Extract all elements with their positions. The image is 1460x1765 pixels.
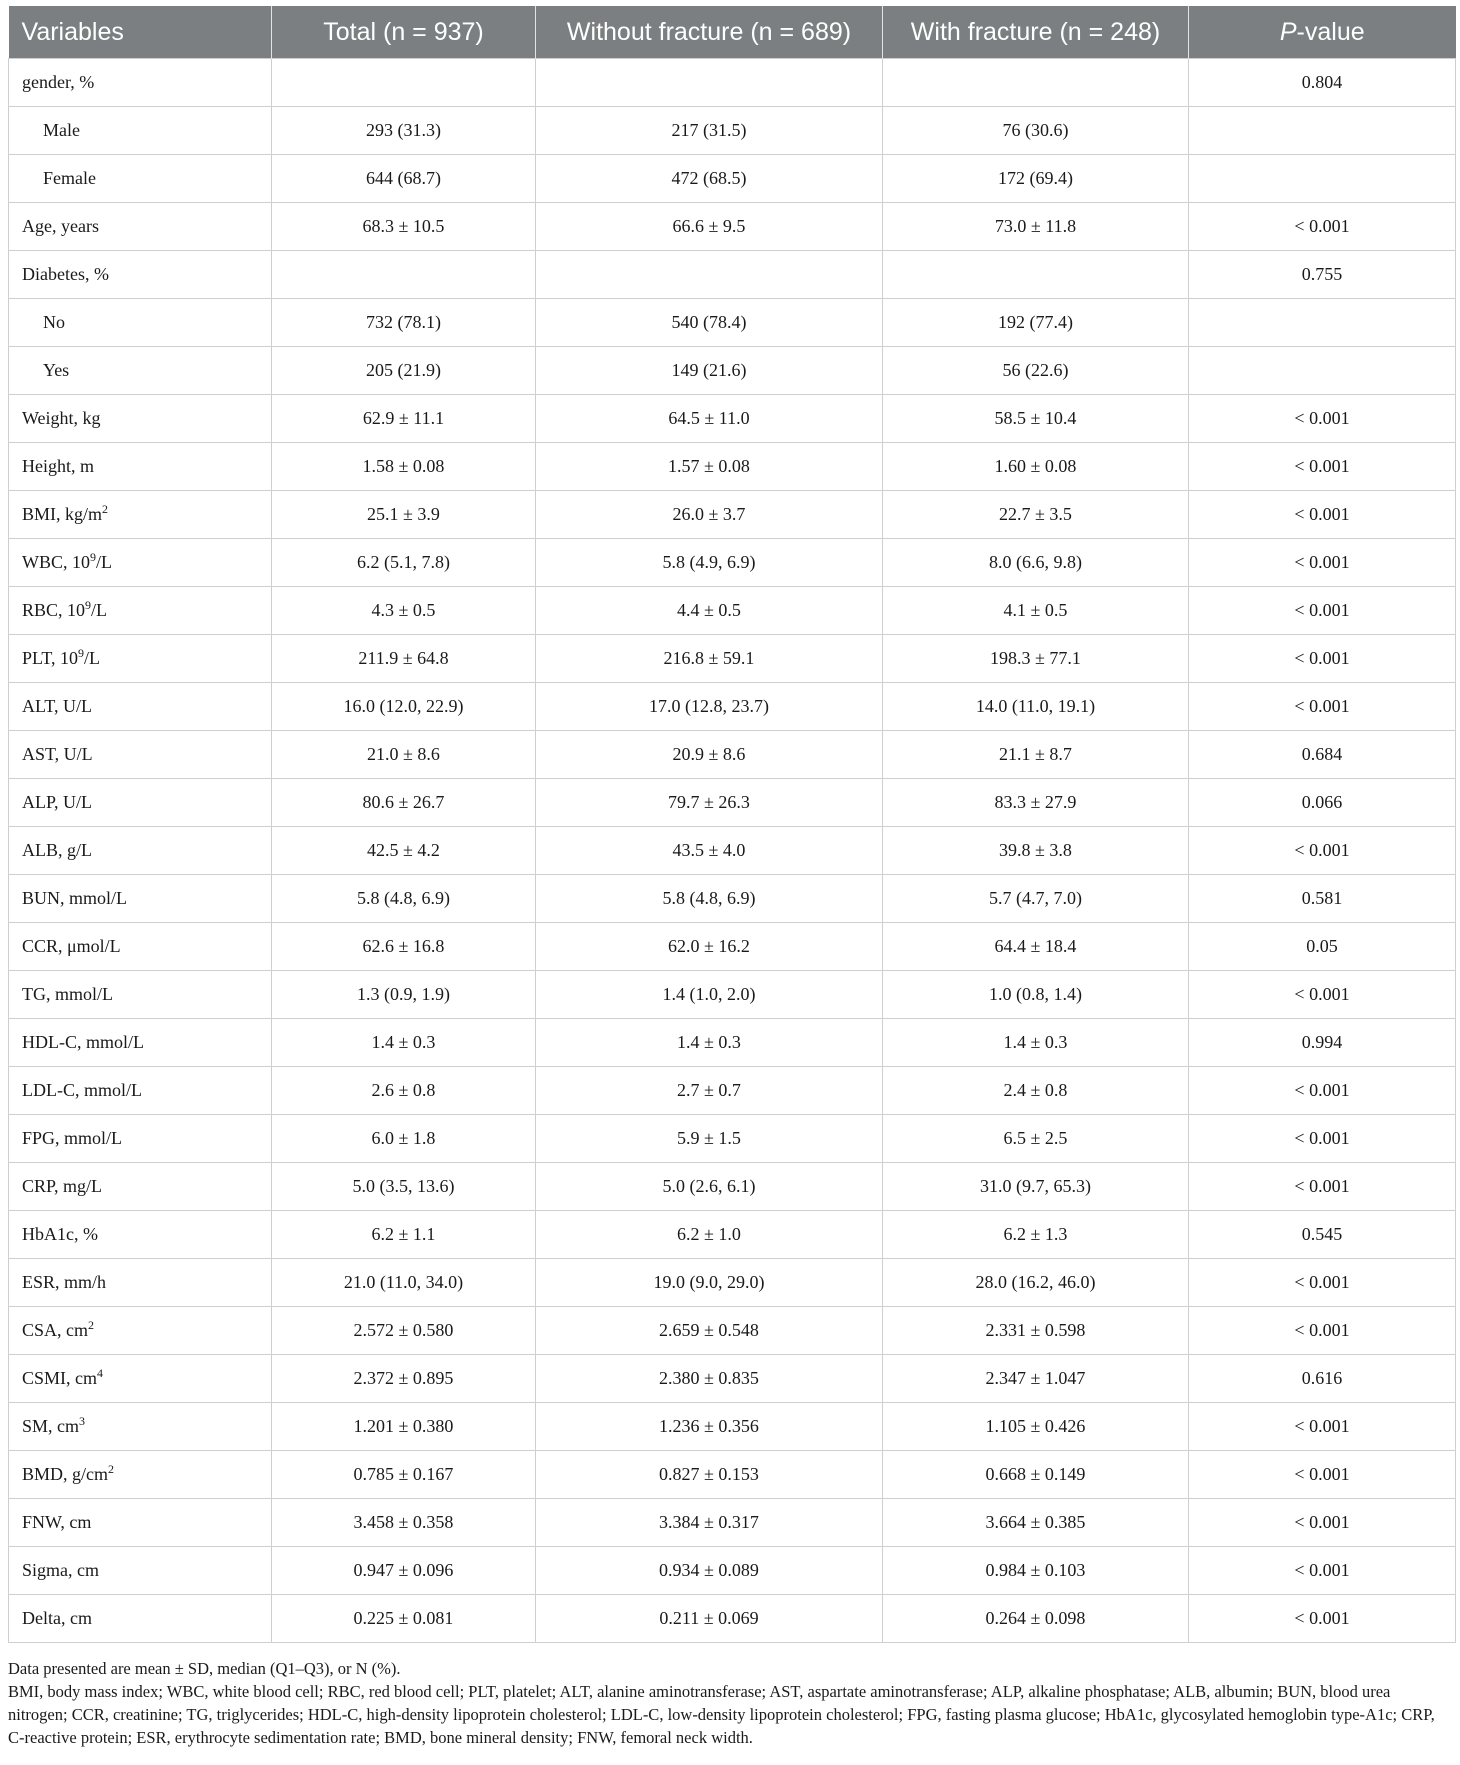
table-row bbox=[9, 1451, 1456, 1499]
cell-with-fracture: 2.347 ± 1.047 bbox=[883, 1355, 1189, 1403]
cell-total: 62.6 ± 16.8 bbox=[272, 923, 536, 971]
cell-variable bbox=[9, 1115, 272, 1163]
cell-without-fracture: 43.5 ± 4.0 bbox=[536, 827, 883, 875]
table-row bbox=[9, 923, 1456, 971]
cell-variable bbox=[9, 971, 272, 1019]
cell-with-fracture: 3.664 ± 0.385 bbox=[883, 1499, 1189, 1547]
cell-variable bbox=[9, 1595, 272, 1643]
cell-variable bbox=[9, 1403, 272, 1451]
cell-total: 2.372 ± 0.895 bbox=[272, 1355, 536, 1403]
cell-without-fracture: 5.0 (2.6, 6.1) bbox=[536, 1163, 883, 1211]
table-row bbox=[9, 731, 1456, 779]
variable-label: Diabetes, % bbox=[22, 264, 109, 284]
cell-total: 1.201 ± 0.380 bbox=[272, 1403, 536, 1451]
table-row bbox=[9, 395, 1456, 443]
cell-without-fracture: 20.9 ± 8.6 bbox=[536, 731, 883, 779]
cell-total: 211.9 ± 64.8 bbox=[272, 635, 536, 683]
cell-without-fracture: 4.4 ± 0.5 bbox=[536, 587, 883, 635]
variable-superscript: 2 bbox=[102, 502, 109, 516]
cell-without-fracture: 0.934 ± 0.089 bbox=[536, 1547, 883, 1595]
table-row bbox=[9, 1403, 1456, 1451]
header-row bbox=[9, 6, 1456, 59]
variable-label: Weight, kg bbox=[22, 408, 101, 428]
cell-with-fracture: 56 (22.6) bbox=[883, 347, 1189, 395]
cell-p-value: < 0.001 bbox=[1189, 203, 1456, 251]
cell-p-value: < 0.001 bbox=[1189, 491, 1456, 539]
cell-with-fracture: 1.105 ± 0.426 bbox=[883, 1403, 1189, 1451]
cell-p-value: < 0.001 bbox=[1189, 1403, 1456, 1451]
cell-with-fracture: 76 (30.6) bbox=[883, 107, 1189, 155]
cell-without-fracture: 64.5 ± 11.0 bbox=[536, 395, 883, 443]
table-row bbox=[9, 1211, 1456, 1259]
variable-label: Height, m bbox=[22, 456, 94, 476]
cell-without-fracture: 2.7 ± 0.7 bbox=[536, 1067, 883, 1115]
footnote-abbreviations: BMI, body mass index; WBC, white blood cell; RBC, red blood cell; PLT, platelet; ALT, alanine aminotransferase; AST, aspartate aminotransferase; ALP, alkaline phosphatase; ALB, albumin; BUN, blood urea nitrogen; CCR, creatinine; TG, triglycerides; HDL-C, high-density lipoprotein cholesterol; LDL-C, low-density lipoprotein cholesterol; FPG, fasting plasma glucose; HbA1c, glycosylated hemoglobin type-A1c; CRP, C-reactive protein; ESR, erythrocyte sedimentation rate; BMD, bone mineral density; FNW, femoral neck width. bbox=[8, 1682, 1435, 1747]
cell-total: 2.572 ± 0.580 bbox=[272, 1307, 536, 1355]
footnote-data-presentation: Data presented are mean ± SD, median (Q1–Q3), or N (%). bbox=[8, 1659, 401, 1678]
variable-superscript: 3 bbox=[79, 1414, 86, 1428]
cell-with-fracture: 83.3 ± 27.9 bbox=[883, 779, 1189, 827]
cell-p-value: < 0.001 bbox=[1189, 1163, 1456, 1211]
header-p-value bbox=[1189, 6, 1456, 59]
cell-p-value: < 0.001 bbox=[1189, 827, 1456, 875]
cell-p-value: < 0.001 bbox=[1189, 1067, 1456, 1115]
variable-label: Female bbox=[43, 168, 96, 188]
cell-total bbox=[272, 59, 536, 107]
table-row bbox=[9, 875, 1456, 923]
cell-total: 0.785 ± 0.167 bbox=[272, 1451, 536, 1499]
variable-label: Male bbox=[43, 120, 80, 140]
cell-p-value: < 0.001 bbox=[1189, 539, 1456, 587]
cell-p-value: 0.066 bbox=[1189, 779, 1456, 827]
cell-variable bbox=[9, 59, 272, 107]
cell-without-fracture: 1.57 ± 0.08 bbox=[536, 443, 883, 491]
cell-variable bbox=[9, 1259, 272, 1307]
table-row bbox=[9, 1019, 1456, 1067]
table-row bbox=[9, 827, 1456, 875]
variable-superscript: 9 bbox=[90, 550, 97, 564]
variable-label: BMI, kg/m bbox=[22, 504, 103, 524]
cell-p-value: 0.684 bbox=[1189, 731, 1456, 779]
cell-variable bbox=[9, 635, 272, 683]
cell-with-fracture: 0.984 ± 0.103 bbox=[883, 1547, 1189, 1595]
cell-without-fracture: 5.8 (4.9, 6.9) bbox=[536, 539, 883, 587]
cell-with-fracture: 58.5 ± 10.4 bbox=[883, 395, 1189, 443]
table-row bbox=[9, 779, 1456, 827]
cell-without-fracture: 3.384 ± 0.317 bbox=[536, 1499, 883, 1547]
cell-variable bbox=[9, 203, 272, 251]
cell-variable bbox=[9, 683, 272, 731]
variable-label: Sigma, cm bbox=[22, 1560, 99, 1580]
cell-variable bbox=[9, 395, 272, 443]
cell-with-fracture: 6.2 ± 1.3 bbox=[883, 1211, 1189, 1259]
cell-p-value: < 0.001 bbox=[1189, 683, 1456, 731]
cell-p-value bbox=[1189, 107, 1456, 155]
cell-total: 1.3 (0.9, 1.9) bbox=[272, 971, 536, 1019]
cell-p-value: 0.545 bbox=[1189, 1211, 1456, 1259]
cell-without-fracture: 62.0 ± 16.2 bbox=[536, 923, 883, 971]
table-footnotes bbox=[8, 1657, 1448, 1749]
cell-total: 1.58 ± 0.08 bbox=[272, 443, 536, 491]
cell-without-fracture: 5.9 ± 1.5 bbox=[536, 1115, 883, 1163]
variable-superscript: 9 bbox=[78, 646, 85, 660]
cell-total: 21.0 ± 8.6 bbox=[272, 731, 536, 779]
variable-label: CCR, μmol/L bbox=[22, 936, 121, 956]
table-row bbox=[9, 251, 1456, 299]
cell-with-fracture: 4.1 ± 0.5 bbox=[883, 587, 1189, 635]
cell-total: 16.0 (12.0, 22.9) bbox=[272, 683, 536, 731]
cell-p-value: 0.804 bbox=[1189, 59, 1456, 107]
cell-p-value: < 0.001 bbox=[1189, 587, 1456, 635]
cell-without-fracture: 17.0 (12.8, 23.7) bbox=[536, 683, 883, 731]
cell-variable bbox=[9, 443, 272, 491]
cell-variable bbox=[9, 1307, 272, 1355]
baseline-characteristics-table-container bbox=[8, 6, 1455, 1643]
cell-total: 80.6 ± 26.7 bbox=[272, 779, 536, 827]
variable-label: RBC, 10 bbox=[22, 600, 86, 620]
table-row bbox=[9, 491, 1456, 539]
variable-label: HbA1c, % bbox=[22, 1224, 98, 1244]
table-row bbox=[9, 1307, 1456, 1355]
header-with-fracture: With fracture (n = 248) bbox=[883, 6, 1189, 59]
table-body bbox=[9, 59, 1456, 1643]
table-row bbox=[9, 587, 1456, 635]
variable-label: LDL-C, mmol/L bbox=[22, 1080, 142, 1100]
table-row bbox=[9, 443, 1456, 491]
variable-superscript: 9 bbox=[85, 598, 92, 612]
cell-variable bbox=[9, 491, 272, 539]
variable-label: ALP, U/L bbox=[22, 792, 93, 812]
cell-without-fracture bbox=[536, 251, 883, 299]
cell-p-value: < 0.001 bbox=[1189, 1451, 1456, 1499]
cell-without-fracture: 5.8 (4.8, 6.9) bbox=[536, 875, 883, 923]
cell-p-value: < 0.001 bbox=[1189, 1595, 1456, 1643]
table-row bbox=[9, 299, 1456, 347]
cell-without-fracture: 19.0 (9.0, 29.0) bbox=[536, 1259, 883, 1307]
variable-suffix: /L bbox=[84, 648, 101, 668]
cell-total: 25.1 ± 3.9 bbox=[272, 491, 536, 539]
cell-with-fracture: 64.4 ± 18.4 bbox=[883, 923, 1189, 971]
variable-label: Yes bbox=[43, 360, 70, 380]
cell-with-fracture: 22.7 ± 3.5 bbox=[883, 491, 1189, 539]
cell-variable bbox=[9, 1547, 272, 1595]
cell-variable bbox=[9, 539, 272, 587]
cell-total: 62.9 ± 11.1 bbox=[272, 395, 536, 443]
cell-without-fracture: 1.4 ± 0.3 bbox=[536, 1019, 883, 1067]
cell-without-fracture: 0.211 ± 0.069 bbox=[536, 1595, 883, 1643]
cell-p-value: 0.755 bbox=[1189, 251, 1456, 299]
cell-p-value: 0.581 bbox=[1189, 875, 1456, 923]
table-row bbox=[9, 1115, 1456, 1163]
cell-with-fracture: 1.60 ± 0.08 bbox=[883, 443, 1189, 491]
cell-total: 293 (31.3) bbox=[272, 107, 536, 155]
cell-without-fracture: 540 (78.4) bbox=[536, 299, 883, 347]
cell-p-value: < 0.001 bbox=[1189, 395, 1456, 443]
variable-suffix: /L bbox=[91, 600, 108, 620]
cell-total: 5.8 (4.8, 6.9) bbox=[272, 875, 536, 923]
cell-p-value: < 0.001 bbox=[1189, 635, 1456, 683]
variable-label: TG, mmol/L bbox=[22, 984, 113, 1004]
cell-variable bbox=[9, 1355, 272, 1403]
variable-label: No bbox=[43, 312, 65, 332]
variable-label: AST, U/L bbox=[22, 744, 93, 764]
cell-p-value: < 0.001 bbox=[1189, 1499, 1456, 1547]
cell-variable bbox=[9, 923, 272, 971]
cell-without-fracture: 472 (68.5) bbox=[536, 155, 883, 203]
variable-label: ALB, g/L bbox=[22, 840, 92, 860]
cell-variable bbox=[9, 1451, 272, 1499]
cell-with-fracture: 198.3 ± 77.1 bbox=[883, 635, 1189, 683]
cell-with-fracture: 2.331 ± 0.598 bbox=[883, 1307, 1189, 1355]
table-row bbox=[9, 1259, 1456, 1307]
cell-with-fracture: 5.7 (4.7, 7.0) bbox=[883, 875, 1189, 923]
cell-with-fracture: 0.264 ± 0.098 bbox=[883, 1595, 1189, 1643]
cell-total: 68.3 ± 10.5 bbox=[272, 203, 536, 251]
variable-label: Delta, cm bbox=[22, 1608, 92, 1628]
cell-with-fracture: 172 (69.4) bbox=[883, 155, 1189, 203]
cell-total: 6.2 (5.1, 7.8) bbox=[272, 539, 536, 587]
cell-without-fracture: 216.8 ± 59.1 bbox=[536, 635, 883, 683]
header-variables: Variables bbox=[9, 6, 272, 59]
cell-p-value bbox=[1189, 299, 1456, 347]
cell-p-value: < 0.001 bbox=[1189, 1307, 1456, 1355]
variable-superscript: 2 bbox=[88, 1318, 95, 1332]
cell-total: 3.458 ± 0.358 bbox=[272, 1499, 536, 1547]
cell-p-value bbox=[1189, 155, 1456, 203]
variable-label: BMD, g/cm bbox=[22, 1464, 109, 1484]
cell-p-value: < 0.001 bbox=[1189, 971, 1456, 1019]
cell-variable bbox=[9, 875, 272, 923]
cell-p-value: < 0.001 bbox=[1189, 1547, 1456, 1595]
cell-with-fracture bbox=[883, 251, 1189, 299]
cell-variable bbox=[9, 107, 272, 155]
cell-total: 4.3 ± 0.5 bbox=[272, 587, 536, 635]
cell-total bbox=[272, 251, 536, 299]
header-p-italic: P bbox=[1279, 17, 1297, 46]
table-row bbox=[9, 1355, 1456, 1403]
cell-variable bbox=[9, 251, 272, 299]
cell-with-fracture: 31.0 (9.7, 65.3) bbox=[883, 1163, 1189, 1211]
variable-label: HDL-C, mmol/L bbox=[22, 1032, 144, 1052]
cell-p-value: 0.994 bbox=[1189, 1019, 1456, 1067]
cell-variable bbox=[9, 731, 272, 779]
cell-p-value: 0.616 bbox=[1189, 1355, 1456, 1403]
cell-total: 0.225 ± 0.081 bbox=[272, 1595, 536, 1643]
table-row bbox=[9, 1163, 1456, 1211]
table-row bbox=[9, 1547, 1456, 1595]
table-row bbox=[9, 635, 1456, 683]
variable-label: WBC, 10 bbox=[22, 552, 91, 572]
table-row bbox=[9, 539, 1456, 587]
variable-label: BUN, mmol/L bbox=[22, 888, 128, 908]
cell-without-fracture: 2.659 ± 0.548 bbox=[536, 1307, 883, 1355]
table-row bbox=[9, 1499, 1456, 1547]
variable-superscript: 4 bbox=[97, 1366, 104, 1380]
cell-p-value: 0.05 bbox=[1189, 923, 1456, 971]
variable-label: gender, % bbox=[22, 72, 95, 92]
variable-label: ESR, mm/h bbox=[22, 1272, 107, 1292]
table-row bbox=[9, 155, 1456, 203]
cell-p-value: < 0.001 bbox=[1189, 1259, 1456, 1307]
baseline-characteristics-table bbox=[8, 6, 1456, 1643]
cell-total: 644 (68.7) bbox=[272, 155, 536, 203]
variable-label: CSMI, cm bbox=[22, 1368, 98, 1388]
cell-variable bbox=[9, 587, 272, 635]
cell-p-value bbox=[1189, 347, 1456, 395]
table-row bbox=[9, 59, 1456, 107]
variable-label: SM, cm bbox=[22, 1416, 80, 1436]
header-total: Total (n = 937) bbox=[272, 6, 536, 59]
cell-variable bbox=[9, 827, 272, 875]
cell-without-fracture: 66.6 ± 9.5 bbox=[536, 203, 883, 251]
cell-total: 21.0 (11.0, 34.0) bbox=[272, 1259, 536, 1307]
cell-with-fracture: 21.1 ± 8.7 bbox=[883, 731, 1189, 779]
cell-variable bbox=[9, 1163, 272, 1211]
variable-superscript: 2 bbox=[108, 1462, 115, 1476]
cell-variable bbox=[9, 1019, 272, 1067]
cell-variable bbox=[9, 779, 272, 827]
cell-with-fracture: 39.8 ± 3.8 bbox=[883, 827, 1189, 875]
table-row bbox=[9, 683, 1456, 731]
cell-without-fracture: 217 (31.5) bbox=[536, 107, 883, 155]
cell-p-value: < 0.001 bbox=[1189, 443, 1456, 491]
cell-without-fracture: 2.380 ± 0.835 bbox=[536, 1355, 883, 1403]
variable-label: PLT, 10 bbox=[22, 648, 79, 668]
cell-without-fracture: 1.4 (1.0, 2.0) bbox=[536, 971, 883, 1019]
variable-label: FPG, mmol/L bbox=[22, 1128, 123, 1148]
header-p-suffix: -value bbox=[1296, 17, 1365, 46]
table-row bbox=[9, 347, 1456, 395]
header-without-fracture: Without fracture (n = 689) bbox=[536, 6, 883, 59]
cell-total: 5.0 (3.5, 13.6) bbox=[272, 1163, 536, 1211]
cell-with-fracture: 2.4 ± 0.8 bbox=[883, 1067, 1189, 1115]
variable-label: CSA, cm bbox=[22, 1320, 89, 1340]
cell-total: 6.0 ± 1.8 bbox=[272, 1115, 536, 1163]
variable-label: FNW, cm bbox=[22, 1512, 92, 1532]
variable-suffix: /L bbox=[96, 552, 113, 572]
cell-with-fracture: 14.0 (11.0, 19.1) bbox=[883, 683, 1189, 731]
variable-label: CRP, mg/L bbox=[22, 1176, 103, 1196]
cell-total: 42.5 ± 4.2 bbox=[272, 827, 536, 875]
cell-variable bbox=[9, 299, 272, 347]
cell-with-fracture: 73.0 ± 11.8 bbox=[883, 203, 1189, 251]
cell-without-fracture bbox=[536, 59, 883, 107]
variable-label: ALT, U/L bbox=[22, 696, 92, 716]
cell-without-fracture: 0.827 ± 0.153 bbox=[536, 1451, 883, 1499]
cell-with-fracture: 6.5 ± 2.5 bbox=[883, 1115, 1189, 1163]
cell-with-fracture: 8.0 (6.6, 9.8) bbox=[883, 539, 1189, 587]
cell-with-fracture bbox=[883, 59, 1189, 107]
cell-without-fracture: 79.7 ± 26.3 bbox=[536, 779, 883, 827]
cell-variable bbox=[9, 1067, 272, 1115]
cell-without-fracture: 149 (21.6) bbox=[536, 347, 883, 395]
table-row bbox=[9, 971, 1456, 1019]
table-header bbox=[9, 6, 1456, 59]
cell-variable bbox=[9, 347, 272, 395]
cell-total: 2.6 ± 0.8 bbox=[272, 1067, 536, 1115]
cell-variable bbox=[9, 1499, 272, 1547]
cell-p-value: < 0.001 bbox=[1189, 1115, 1456, 1163]
cell-total: 6.2 ± 1.1 bbox=[272, 1211, 536, 1259]
cell-without-fracture: 26.0 ± 3.7 bbox=[536, 491, 883, 539]
cell-with-fracture: 28.0 (16.2, 46.0) bbox=[883, 1259, 1189, 1307]
table-row bbox=[9, 203, 1456, 251]
cell-variable bbox=[9, 1211, 272, 1259]
table-row bbox=[9, 1595, 1456, 1643]
cell-total: 732 (78.1) bbox=[272, 299, 536, 347]
cell-variable bbox=[9, 155, 272, 203]
cell-total: 1.4 ± 0.3 bbox=[272, 1019, 536, 1067]
cell-total: 0.947 ± 0.096 bbox=[272, 1547, 536, 1595]
cell-total: 205 (21.9) bbox=[272, 347, 536, 395]
cell-with-fracture: 0.668 ± 0.149 bbox=[883, 1451, 1189, 1499]
cell-with-fracture: 192 (77.4) bbox=[883, 299, 1189, 347]
cell-with-fracture: 1.0 (0.8, 1.4) bbox=[883, 971, 1189, 1019]
variable-label: Age, years bbox=[22, 216, 99, 236]
cell-without-fracture: 1.236 ± 0.356 bbox=[536, 1403, 883, 1451]
table-row bbox=[9, 1067, 1456, 1115]
table-row bbox=[9, 107, 1456, 155]
cell-with-fracture: 1.4 ± 0.3 bbox=[883, 1019, 1189, 1067]
cell-without-fracture: 6.2 ± 1.0 bbox=[536, 1211, 883, 1259]
